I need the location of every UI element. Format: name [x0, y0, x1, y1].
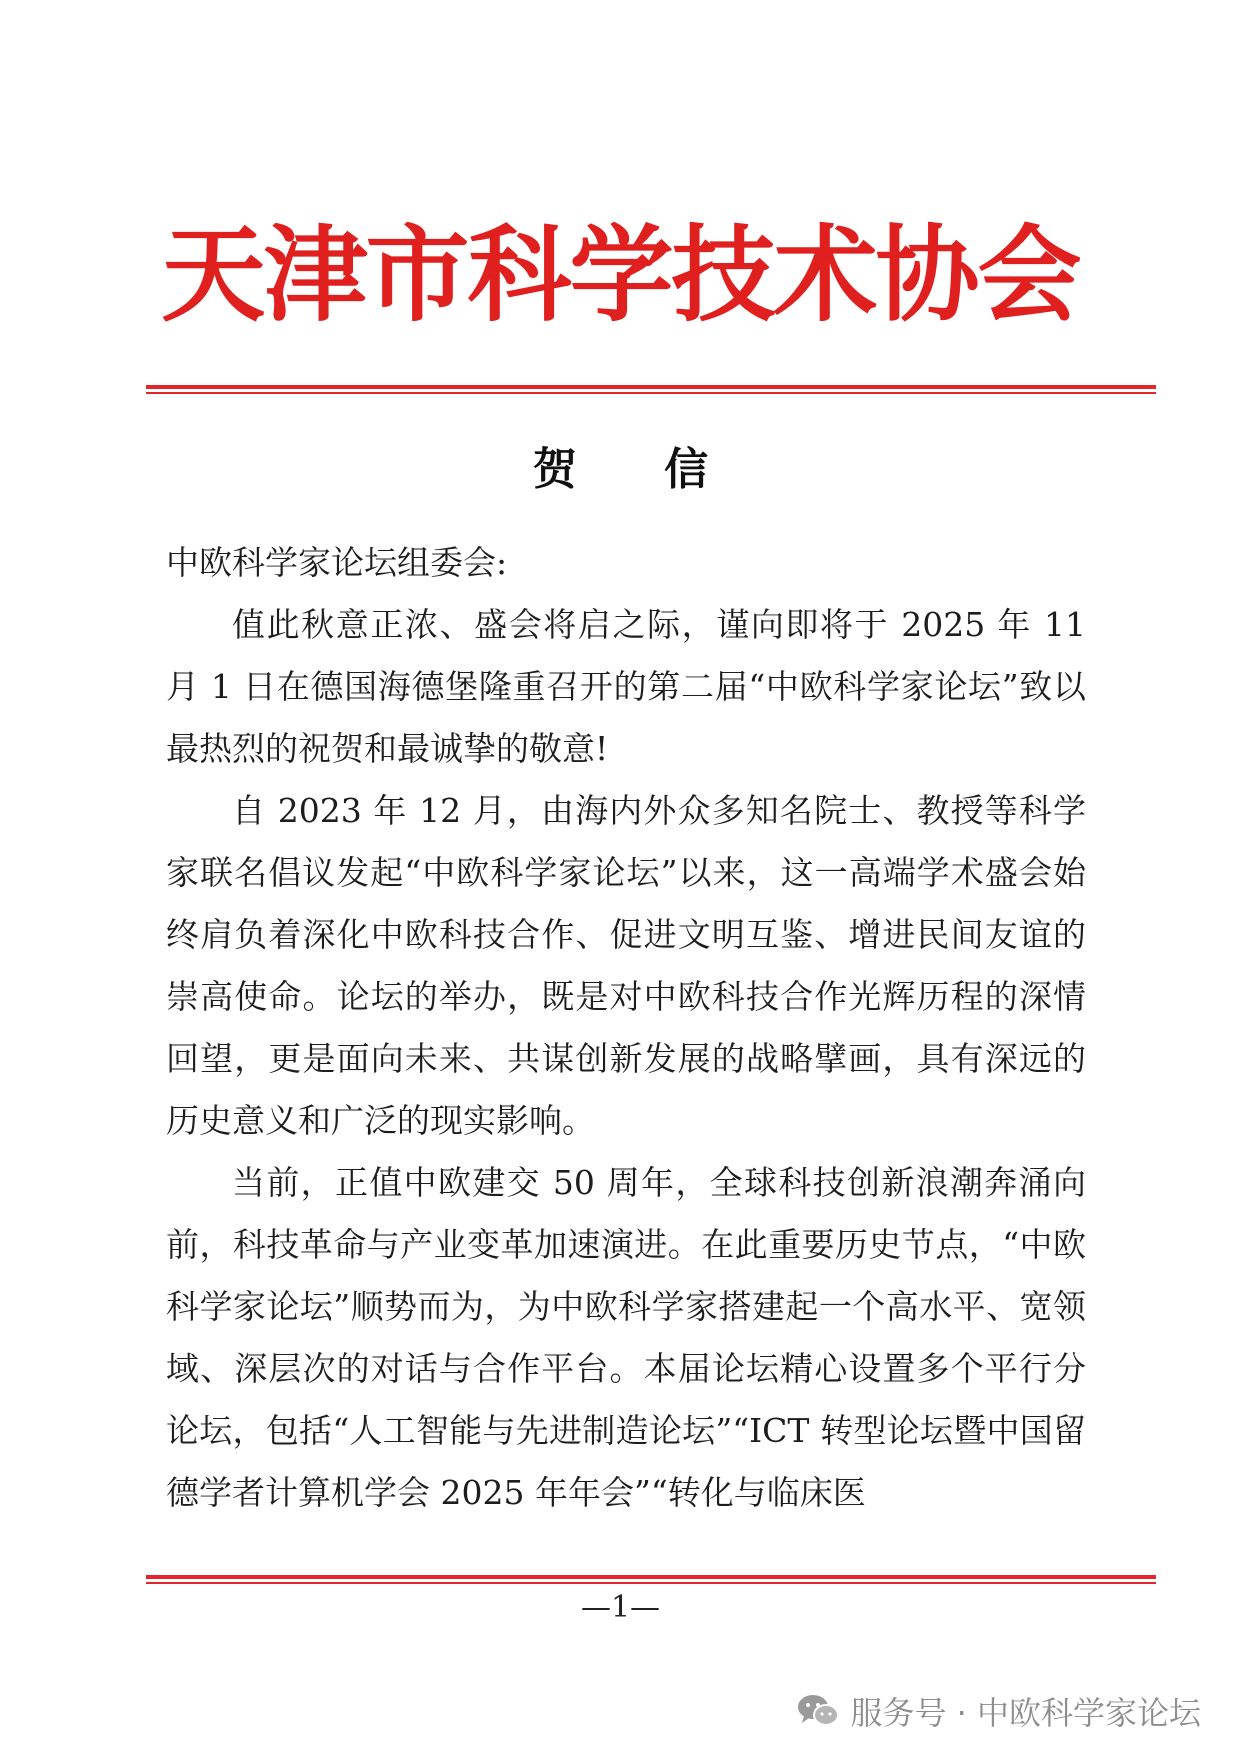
letter-paragraph-1: 值此秋意正浓、盛会将启之际，谨向即将于 2025 年 11 月 1 日在德国海德堡隆重召开的第二届“中欧科学家论坛”致以最热烈的祝贺和最诚挚的敬意! [166, 605, 1086, 768]
letterhead-double-rule-top [146, 385, 1156, 395]
rule-thin-line [146, 392, 1156, 394]
account-watermark [796, 1688, 1201, 1734]
letter-paragraph-2: 自 2023 年 12 月，由海内外众多知名院士、教授等科学家联名倡议发起“中欧科学家论坛”以来，这一高端学术盛会始终肩负着深化中欧科技合作、促进文明互鉴、增进民间友谊的崇高使命。论坛的举办，既是对中欧科技合作光辉历程的深情回望，更是面向未来、共谋创新发展的战略擘画，具有深远的历史意义和广泛的现实影响。 [166, 791, 1086, 1140]
rule-thin-line [146, 1582, 1156, 1584]
rule-thick-line [146, 385, 1156, 389]
page-number: —1— [580, 1590, 661, 1625]
wechat-icon [796, 1692, 840, 1730]
letter-salutation: 中欧科学家论坛组委会: [166, 543, 508, 582]
watermark-text: 服务号 · 中欧科学家论坛 [850, 1694, 1201, 1732]
letter-paragraph-3: 当前，正值中欧建交 50 周年，全球科技创新浪潮奔涌向前，科技革命与产业变革加速演进。在此重要历史节点，“中欧科学家论坛”顺势而为，为中欧科学家搭建起一个高水平、宽领域、深层次的对话与合作平台。本届论坛精心设置多个平行分论坛，包括“人工智能与先进制造论坛”“ICT 转型论坛暨中国留德学者计算机学会 2025 年年会”“转化与临床医 [166, 1163, 1086, 1512]
letterhead-organization-title: 天津市科学技术协会 [161, 214, 1080, 336]
rule-thick-line [146, 1575, 1156, 1579]
letter-body [166, 532, 1086, 1524]
footer-double-rule [146, 1575, 1156, 1585]
letter-title: 贺 信 [532, 444, 745, 495]
